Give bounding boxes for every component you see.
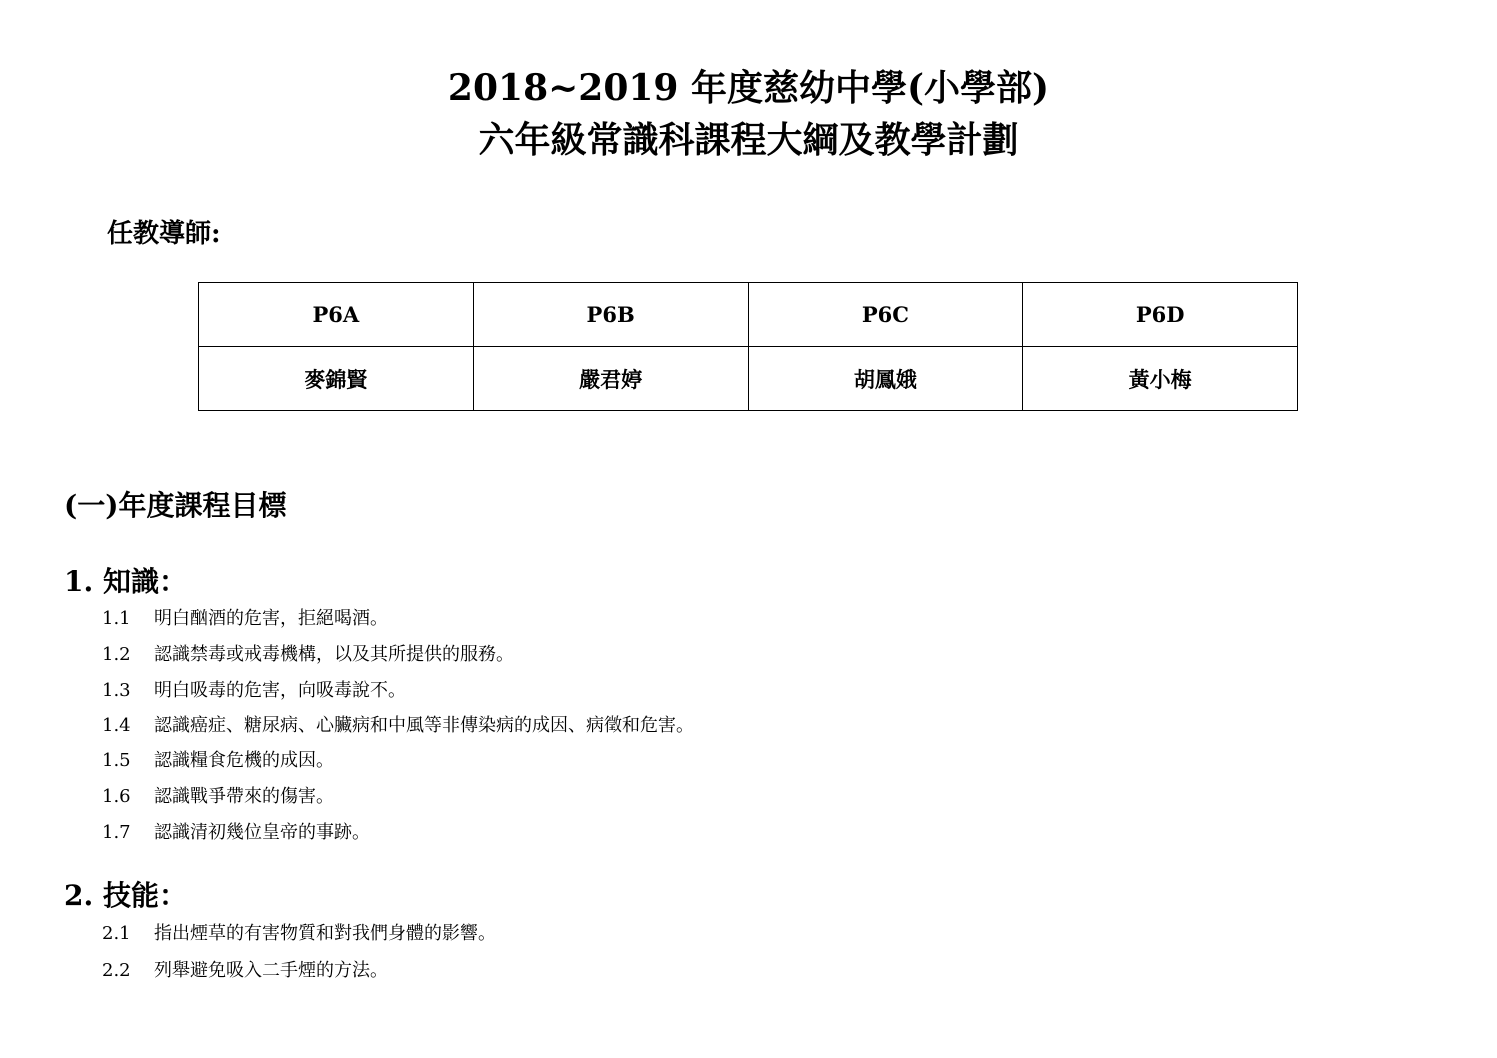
item-text: 指出煙草的有害物質和對我們身體的影響。 xyxy=(154,923,496,944)
document-title-line1: 2018~2019 年度慈幼中學(小學部) xyxy=(447,67,1050,109)
item-number: 1.1 xyxy=(102,608,131,629)
teacher-name-cell: 黃小梅 xyxy=(1023,347,1298,411)
item-number: 1.3 xyxy=(102,680,131,701)
item-text: 認識癌症、糖尿病、心臟病和中風等非傳染病的成因、病徵和危害。 xyxy=(154,715,694,736)
teacher-table xyxy=(198,282,1298,411)
document-title-line2: 六年級常識科課程大綱及教學計劃 xyxy=(478,119,1019,161)
item-number: 2.1 xyxy=(102,923,131,944)
item-text: 認識清初幾位皇帝的事跡。 xyxy=(154,822,370,843)
teacher-name-cell: 麥錦賢 xyxy=(199,347,474,411)
table-row-names xyxy=(199,347,1298,411)
list-item xyxy=(102,711,694,737)
knowledge-heading: 1. 知識： xyxy=(64,565,187,598)
class-cell: P6C xyxy=(748,283,1023,347)
item-number: 1.7 xyxy=(102,822,131,843)
list-item xyxy=(102,604,388,630)
list-item xyxy=(102,818,370,844)
item-number: 1.6 xyxy=(102,786,131,807)
list-item xyxy=(102,746,334,772)
item-number: 1.4 xyxy=(102,715,131,736)
teacher-name-cell: 胡鳳娥 xyxy=(748,347,1023,411)
class-cell: P6D xyxy=(1023,283,1298,347)
class-cell: P6B xyxy=(473,283,748,347)
list-item xyxy=(102,676,406,702)
list-item xyxy=(102,782,334,808)
item-text: 明白酗酒的危害，拒絕喝酒。 xyxy=(154,608,388,629)
class-cell: P6A xyxy=(199,283,474,347)
item-number: 2.2 xyxy=(102,960,131,981)
list-item xyxy=(102,640,514,666)
table-row-classes xyxy=(199,283,1298,347)
item-text: 明白吸毒的危害，向吸毒說不。 xyxy=(154,680,406,701)
section-heading-course-objectives: (一)年度課程目標 xyxy=(64,489,287,522)
item-number: 1.2 xyxy=(102,644,131,665)
item-text: 認識糧食危機的成因。 xyxy=(154,750,334,771)
teacher-name-cell: 嚴君婷 xyxy=(473,347,748,411)
skills-heading: 2. 技能： xyxy=(64,879,187,912)
item-number: 1.5 xyxy=(102,750,131,771)
list-item xyxy=(102,919,496,945)
list-item xyxy=(102,956,388,982)
item-text: 認識戰爭帶來的傷害。 xyxy=(154,786,334,807)
teacher-label: 任教導師: xyxy=(107,219,221,249)
item-text: 認識禁毒或戒毒機構，以及其所提供的服務。 xyxy=(154,644,514,665)
item-text: 列舉避免吸入二手煙的方法。 xyxy=(154,960,388,981)
